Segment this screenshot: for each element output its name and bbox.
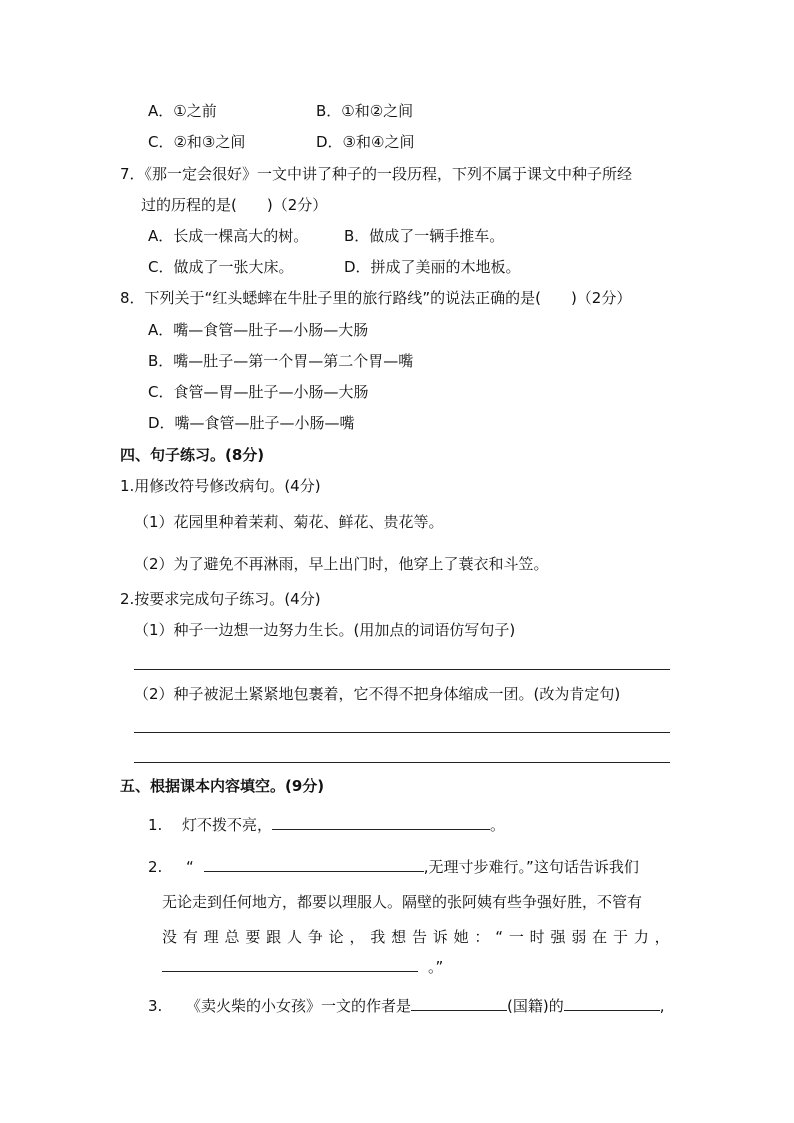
section5-q2-line3-char: 没 [162,928,178,946]
section5-q2-line3-char: ， [349,928,365,946]
section5-q2-line3-char: 诉 [432,928,448,946]
section5-q2-line3-char: 总 [224,928,240,946]
fill-blank-2[interactable] [204,857,424,872]
q8-option-d: D．嘴—食管—肚子—小肠—嘴 [148,414,355,432]
q8-option-a: A．嘴—食管—肚子—小肠—大肠 [148,321,369,339]
q8-option-b: B．嘴—肚子—第一个胃—第二个胃—嘴 [148,352,414,370]
section4-q2-item1: （1）种子一边想一边努力生长。(用加点的词语仿写句子) [134,621,516,639]
section4-q1-item2: （2）为了避免不再淋雨，早上出门时，他穿上了蓑衣和斗笠。 [134,555,549,573]
section5-q2-line4 [162,957,443,977]
section5-q2-line3-char: 要 [245,928,261,946]
section5-q3-number: 3. [148,997,163,1015]
q6-option-a: A．①之前 [148,102,217,120]
section5-q2-line3-char: 她 [453,928,469,946]
section5-q2-line3-char: 力 [633,928,649,946]
answer-line-2[interactable] [134,732,670,733]
fill-blank-3[interactable] [162,957,418,972]
answer-line-3[interactable] [134,762,670,763]
q6-option-c: C．②和③之间 [148,133,246,151]
section5-q2-line3-char: 理 [203,928,219,946]
q7-option-c: C．做成了一张大床。 [148,258,294,276]
section5-q2-line3-char: ， [654,928,670,946]
section5-q2-line3-char: 弱 [571,928,587,946]
section5-q2-text: ,无理寸步难行。”这句话告诉我们 [423,858,639,876]
section5-q2-line3-char: 我 [370,928,386,946]
section5-q2-line3-char: “ [495,928,504,946]
section5-q2-line4-end: 。” [428,958,444,976]
fill-blank-5[interactable] [564,996,660,1011]
section5-q2-line3 [162,927,670,947]
section5-q3-text: 《卖火柴的小女孩》一文的作者是 [186,997,412,1015]
section4-q1-item1: （1）花园里种着茉莉、菊花、鲜花、贵花等。 [134,513,444,531]
q8-question: 8．下列关于“红头蟋蟀在牛肚子里的旅行路线”的说法正确的是( )（2分） [120,289,632,307]
section5-q2-line3-char: 论 [328,928,344,946]
q7-option-b: B．做成了一辆手推车。 [344,227,505,245]
section5-q2-line3-char: 想 [391,928,407,946]
section5-q3-end: , [659,997,665,1015]
section5-q2-line3-char: 有 [182,928,198,946]
section5-q1-number: 1. [148,816,163,834]
section5-q2-line1 [186,857,676,877]
section5-q2-line2: 无论走到任何地方，都要以理服人。隔壁的张阿姨有些争强好胜，不管有 [162,893,643,911]
section5-title: 五、根据课本内容填空。(9分) [120,777,325,795]
section5-q2-line3-char: 强 [550,928,566,946]
section5-q2-line3-char: 时 [529,928,545,946]
q6-option-d: D．③和④之间 [316,133,415,151]
section5-q2-line3-char: 在 [592,928,608,946]
section5-q2-line3-char: ： [474,928,490,946]
section5-q2-line3-char: 人 [286,928,302,946]
section5-q2-line3-char: 争 [307,928,323,946]
q7-option-a: A．长成一棵高大的树。 [148,227,309,245]
section5-q2-number: 2. [148,858,163,876]
section5-q3-mid: (国籍)的 [507,997,564,1015]
answer-line-1[interactable] [134,669,670,670]
section5-q2-line3-char: 于 [612,928,628,946]
section4-q2-item2: （2）种子被泥土紧紧地包裹着，它不得不把身体缩成一团。(改为肯定句) [134,685,621,703]
section5-q2-open-quote: “ [186,858,194,876]
fill-blank-1[interactable] [272,815,490,830]
section4-q2-title: 2.按要求完成句子练习。(4分) [120,590,321,608]
q6-option-b: B．①和②之间 [316,102,414,120]
q7-question-line2: 过的历程的是( )（2分） [141,196,328,214]
q8-option-c: C．食管—胃—肚子—小肠—大肠 [148,383,369,401]
section5-q3 [186,996,665,1016]
section5-q2-line3-char: 一 [508,928,524,946]
section5-q1-end: 。 [490,816,506,834]
section4-title: 四、句子练习。(8分) [120,446,265,464]
section5-q1 [182,815,505,835]
fill-blank-4[interactable] [411,996,507,1011]
section5-q1-text: 灯不拨不亮， [182,816,273,834]
section5-q2-line3-char: 跟 [266,928,282,946]
section4-q1-title: 1.用修改符号修改病句。(4分) [120,477,321,495]
q7-question-line1: 7．《那一定会很好》一文中讲了种子的一段历程，下列不属于课文中种子所经 [120,165,633,183]
section5-q2-line3-char: 告 [411,928,427,946]
q7-option-d: D．拼成了美丽的木地板。 [344,258,521,276]
